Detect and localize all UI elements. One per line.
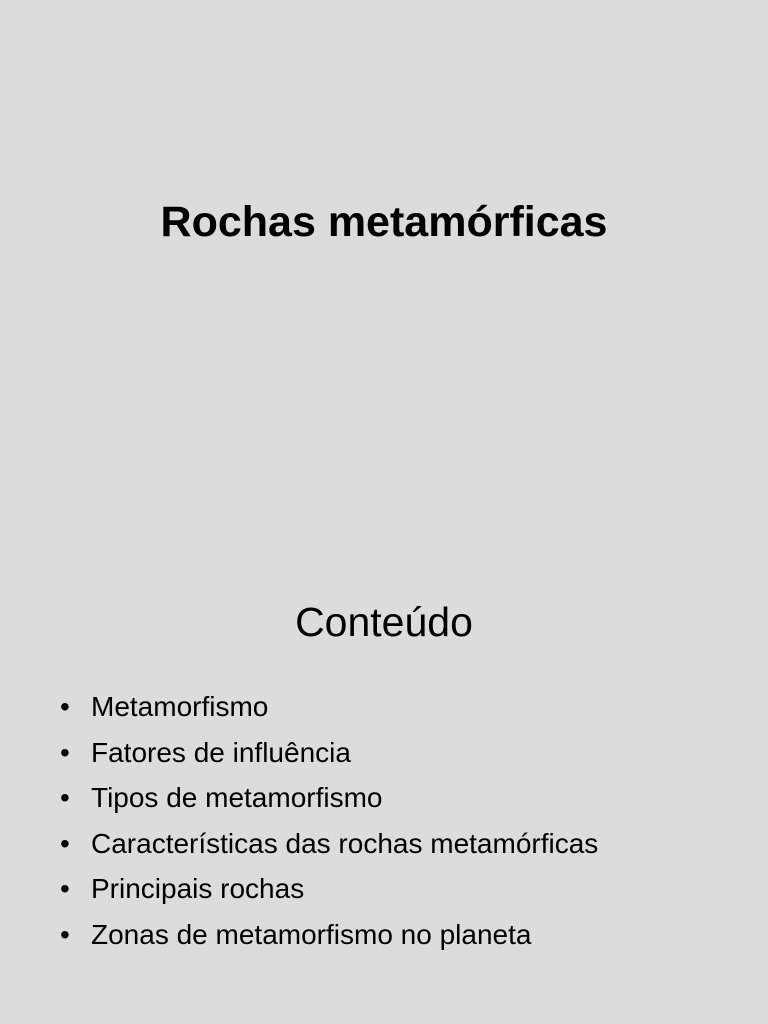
list-item-text: Metamorfismo [91, 691, 269, 722]
contents-heading: Conteúdo [295, 599, 473, 645]
list-item-text: Tipos de metamorfismo [91, 782, 383, 813]
slide-title: Rochas metamórficas [160, 198, 608, 246]
list-item-text: Fatores de influência [91, 736, 351, 768]
bullet-icon: • [60, 918, 70, 950]
bullet-icon: • [60, 873, 70, 904]
contents-list [60, 684, 760, 957]
list-item [60, 684, 760, 730]
list-item [60, 821, 760, 867]
list-item [60, 912, 760, 958]
list-item-text: Zonas de metamorfismo no planeta [91, 918, 532, 950]
bullet-icon: • [60, 782, 70, 813]
bullet-icon: • [60, 736, 70, 768]
bullet-icon: • [60, 691, 70, 722]
list-item [60, 775, 760, 821]
list-item [60, 730, 760, 776]
list-item [60, 866, 760, 912]
bullet-icon: • [60, 827, 70, 859]
list-item-text: Principais rochas [91, 873, 305, 904]
list-item-text: Características das rochas metamórficas [91, 827, 599, 859]
